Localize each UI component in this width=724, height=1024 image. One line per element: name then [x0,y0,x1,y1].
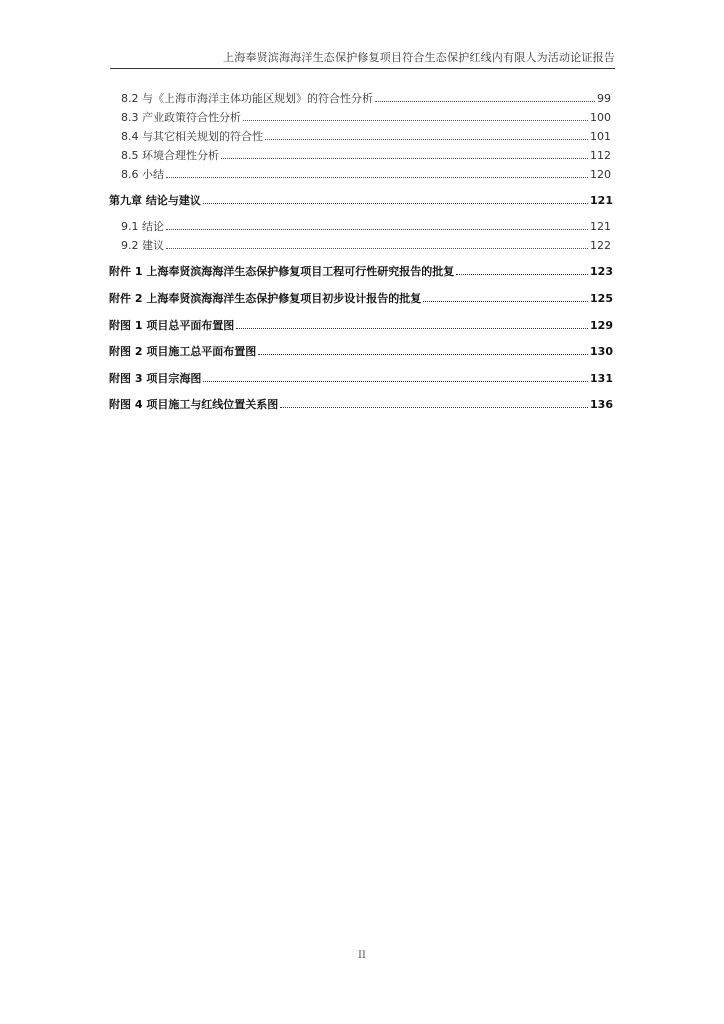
toc-entry-page: 121 [590,220,611,233]
toc-entry-page: 99 [597,92,611,105]
toc-leader-dots [203,380,588,382]
toc-leader-dots [456,273,588,275]
page-header [110,50,615,69]
toc-entry-page: 129 [590,319,613,332]
toc-entry-page: 120 [590,168,611,181]
toc-entry-page: 100 [590,111,611,124]
toc-figure-entry[interactable] [109,317,613,333]
toc-entry-title: 9.1 结论 [121,220,164,233]
toc-entry-title: 8.6 小结 [121,168,164,181]
toc-entry-title: 附图 1 项目总平面布置图 [109,319,235,332]
toc-entry-title: 附图 2 项目施工总平面布置图 [109,345,257,358]
toc-entry-title: 附件 1 上海奉贤滨海海洋生态保护修复项目工程可行性研究报告的批复 [109,265,455,278]
toc-leader-dots [166,176,588,178]
toc-entry-title: 附图 3 项目宗海图 [109,372,202,385]
toc-entry-page: 121 [590,194,613,207]
toc-leader-dots [221,157,588,159]
toc-leader-dots [423,300,588,302]
toc-entry[interactable] [121,237,611,253]
toc-entry-page: 130 [590,345,613,358]
toc-entry-title: 附图 4 项目施工与红线位置关系图 [109,398,279,411]
toc-appendix-entry[interactable] [109,290,613,306]
toc-entry-title: 8.3 产业政策符合性分析 [121,111,241,124]
toc-leader-dots [280,406,588,408]
toc-entry[interactable] [121,147,611,163]
toc-entry-page: 136 [590,398,613,411]
toc-appendix-entry[interactable] [109,263,613,279]
toc-leader-dots [243,119,588,121]
toc-entry[interactable] [121,109,611,125]
toc-entry-page: 125 [590,292,613,305]
toc-entry-title: 8.2 与《上海市海洋主体功能区规划》的符合性分析 [121,92,373,105]
toc-entry-title: 9.2 建议 [121,239,164,252]
page-number: II [358,950,366,961]
toc-entry-page: 131 [590,372,613,385]
toc-leader-dots [236,327,588,329]
toc-entry[interactable] [121,166,611,182]
toc-figure-entry[interactable] [109,396,613,412]
toc-chapter-entry[interactable] [109,192,613,208]
toc-leader-dots [166,228,588,230]
toc-leader-dots [258,353,588,355]
toc-entry[interactable] [121,128,611,144]
toc-figure-entry[interactable] [109,343,613,359]
toc-entry-title: 8.4 与其它相关规划的符合性 [121,130,263,143]
toc-entry-title: 8.5 环境合理性分析 [121,149,219,162]
toc-leader-dots [203,202,588,204]
toc-leader-dots [375,100,595,102]
header-title: 上海奉贤滨海海洋生态保护修复项目符合生态保护红线内有限人为活动论证报告 [223,51,615,64]
toc-entry[interactable] [121,218,611,234]
toc-entry[interactable] [121,90,611,106]
toc-leader-dots [265,138,588,140]
toc-leader-dots [166,247,588,249]
toc-entry-page: 112 [590,149,611,162]
toc-entry-page: 122 [590,239,611,252]
toc-entry-title: 第九章 结论与建议 [109,194,201,207]
toc-entry-page: 123 [590,265,613,278]
toc-entry-page: 101 [590,130,611,143]
toc-entry-title: 附件 2 上海奉贤滨海海洋生态保护修复项目初步设计报告的批复 [109,292,422,305]
toc-figure-entry[interactable] [109,370,613,386]
